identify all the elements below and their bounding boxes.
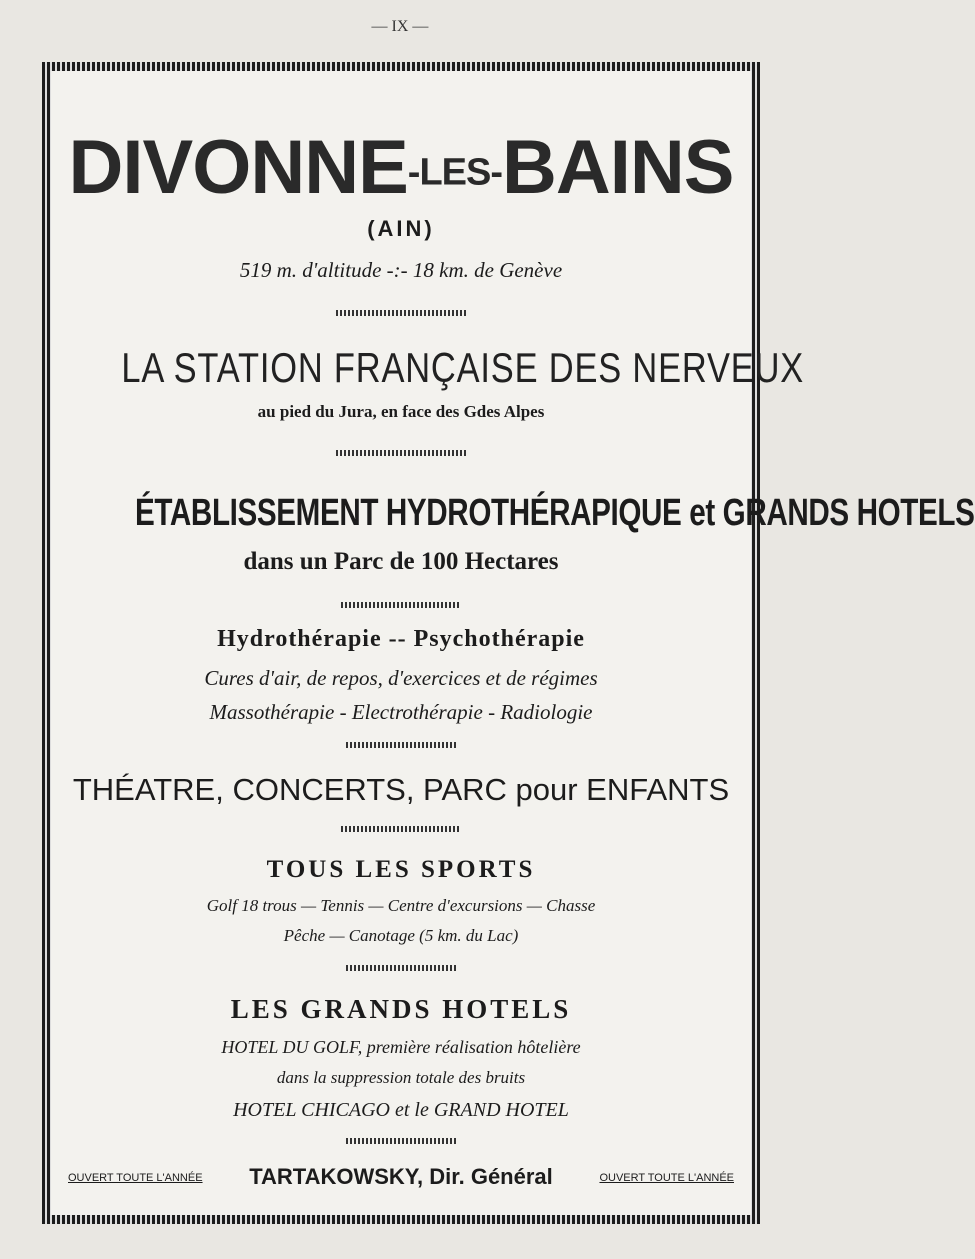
hotels-line-1: HOTEL DU GOLF, première réalisation hôtelière (221, 1037, 581, 1057)
footer (60, 1162, 742, 1202)
hotels-line-3: HOTEL CHICAGO et le GRAND HOTEL (233, 1099, 569, 1121)
sports-heading: TOUS LES SPORTS (266, 856, 536, 883)
sports-line-2: Pêche — Canotage (5 km. du Lac) (283, 926, 519, 945)
advertisement-frame (42, 62, 975, 1224)
cures-line: Cures d'air, de repos, d'exercices et de régimes (204, 666, 598, 690)
title-part-les: -LES- (407, 151, 503, 194)
divider (336, 450, 466, 456)
sports-line-1: Golf 18 trous — Tennis — Centre d'excursions — Chasse (206, 896, 596, 915)
advertisement-body (60, 80, 975, 1206)
divider (336, 310, 466, 316)
entertainment-line: THÉATRE, CONCERTS, PARC pour ENFANTS (72, 772, 730, 807)
altitude-line: 519 m. d'altitude -:- 18 km. de Genève (239, 258, 563, 282)
hotels-heading: LES GRANDS HOTELS (230, 994, 572, 1024)
hotels-line-2: dans la suppression totale des bruits (276, 1068, 526, 1087)
divider (346, 965, 456, 971)
footer-open-right: OUVERT TOUTE L'ANNÉE (599, 1172, 734, 1184)
footer-open-left: OUVERT TOUTE L'ANNÉE (68, 1172, 203, 1184)
divider (341, 826, 461, 832)
station-heading: LA STATION FRANÇAISE DES NERVEUX (121, 344, 805, 391)
therapies-line: Massothérapie - Electrothérapie - Radiologie (209, 700, 593, 724)
divider (346, 742, 456, 748)
title-part-bains: BAINS (502, 125, 734, 210)
divider (341, 602, 461, 608)
divider (346, 1138, 456, 1144)
resort-title (60, 124, 742, 211)
footer-director: TARTAKOWSKY, Dir. Général (249, 1164, 553, 1189)
park-line: dans un Parc de 100 Hectares (243, 548, 559, 575)
establishment-heading: ÉTABLISSEMENT HYDROTHÉRAPIQUE et GRANDS HOTELS (135, 492, 975, 534)
department: (AIN) (367, 216, 435, 241)
title-part-divonne: DIVONNE (68, 125, 408, 210)
station-subheading: au pied du Jura, en face des Gdes Alpes (257, 402, 545, 421)
therapies-heading: Hydrothérapie -- Psychothérapie (217, 626, 585, 652)
page-number: — IX — (371, 18, 429, 35)
